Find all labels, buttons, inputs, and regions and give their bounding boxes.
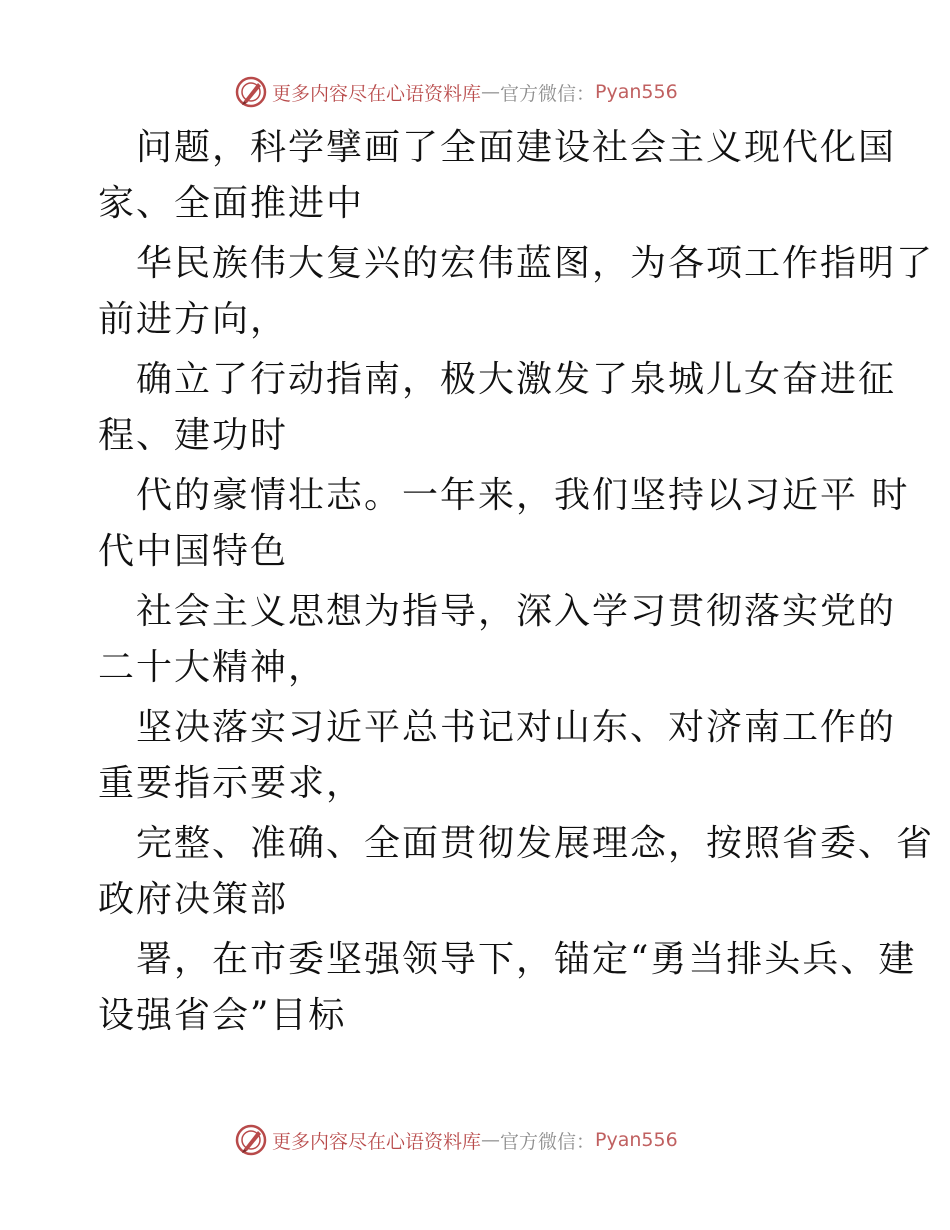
body-line: 问题，科学擘画了全面建设社会主义现代化国 — [136, 127, 897, 168]
header-watermark — [234, 72, 754, 112]
pen-logo-icon — [234, 75, 268, 109]
watermark-id: Pyan556 — [595, 1129, 678, 1151]
body-line: 设强省会”目标 — [98, 995, 347, 1036]
body-line: 社会主义思想为指导，深入学习贯彻落实党的 — [136, 591, 897, 632]
body-line: 完整、准确、全面贯彻发展理念，按照省委、省 — [136, 823, 935, 864]
watermark-separator: — — [481, 1129, 501, 1151]
body-line: 华民族伟大复兴的宏伟蓝图，为各项工作指明了 — [136, 243, 935, 284]
body-line: 代中国特色 — [98, 531, 289, 572]
body-line: 重要指示要求， — [98, 763, 365, 804]
watermark-site-text: 更多内容尽在心语资料库 — [272, 1130, 482, 1153]
pen-logo-icon — [234, 1123, 268, 1157]
watermark-id: Pyan556 — [595, 81, 678, 103]
body-line: 前进方向， — [98, 299, 289, 340]
watermark-label: 官方微信： — [500, 82, 596, 105]
body-line: 坚决落实习近平总书记对山东、对济南工作的 — [136, 707, 897, 748]
body-line: 程、建功时 — [98, 415, 289, 456]
body-line: 家、全面推进中 — [98, 183, 365, 224]
watermark-label: 官方微信： — [500, 1130, 596, 1153]
watermark-separator: — — [481, 81, 501, 103]
body-line: 政府决策部 — [98, 879, 289, 920]
body-line: 代的豪情壮志。一年来，我们坚持以习近平 时 — [136, 475, 910, 516]
body-line: 署，在市委坚强领导下，锚定“勇当排头兵、建 — [136, 939, 917, 980]
body-line: 二十大精神， — [98, 647, 327, 688]
body-line: 确立了行动指南，极大激发了泉城儿女奋进征 — [136, 359, 897, 400]
footer-watermark — [234, 1120, 754, 1160]
watermark-site-text: 更多内容尽在心语资料库 — [272, 82, 482, 105]
